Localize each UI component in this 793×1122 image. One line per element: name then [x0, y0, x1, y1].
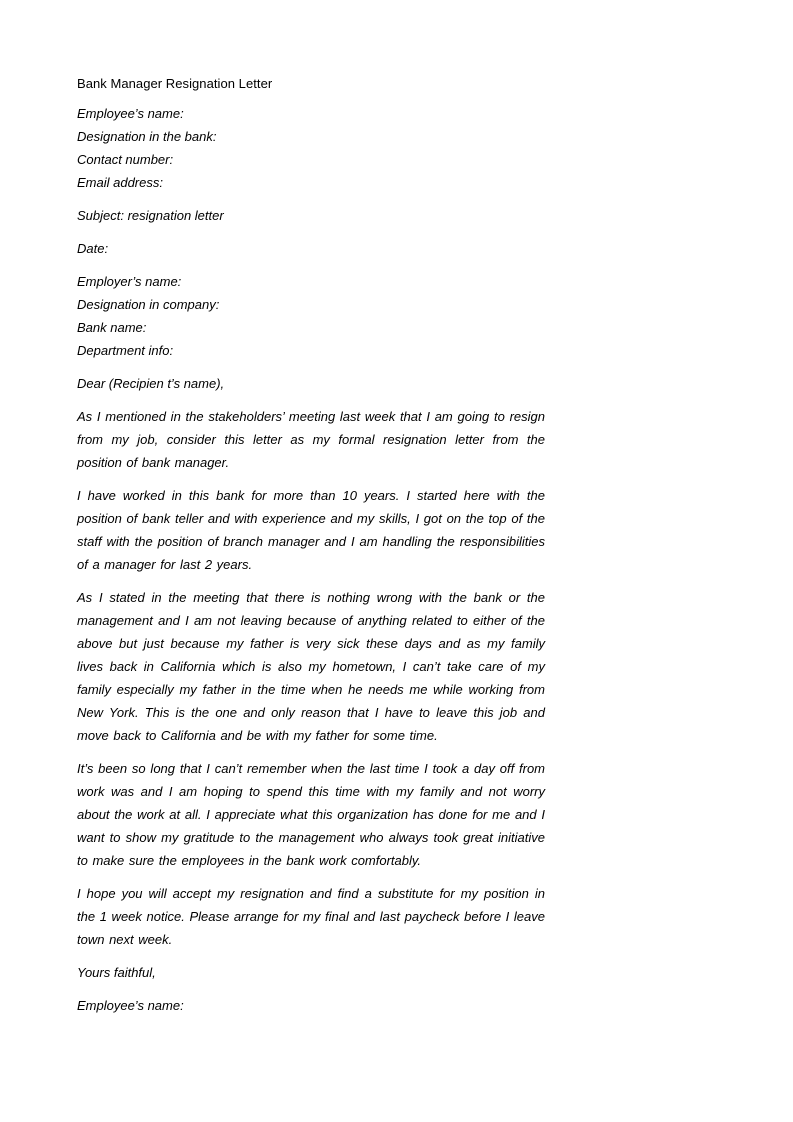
sender-employee-name-field: Employee’s name: [77, 106, 184, 121]
body-paragraph-2: I have worked in this bank for more than 10 years. I started here with the position of bank teller and with experience and my skills, I got on the top of the staff with the position of branch manager and I am handling the responsibilities of a manager for last 2 years. [77, 488, 545, 572]
salutation: Dear (Recipien t’s name), [77, 376, 225, 391]
body-paragraph-4: It’s been so long that I can’t remember when the last time I took a day off from work was and I am hoping to spend this time with my family and not worry about the work at all. I appreciate what this organization has done for me and I want to show my gratitude to the management who always took great initiative to make sure the employees in the bank work comfortably. [77, 761, 545, 868]
sender-email-field: Email address: [77, 175, 163, 190]
document-title: Bank Manager Resignation Letter [77, 76, 273, 91]
body-paragraph-1: As I mentioned in the stakeholders’ meeting last week that I am going to resign from my job, consider this letter as my formal resignation letter from the position of bank manager. [77, 409, 545, 470]
subject-block [77, 204, 545, 227]
signature-name-field: Employee’s name: [77, 998, 184, 1013]
date-block [77, 237, 545, 260]
body-paragraph-3: As I stated in the meeting that there is nothing wrong with the bank or the management and I am not leaving because of anything related to either of the above but just because my father is very sick these days and as my family lives back in California which is also my hometown, I can’t take care of my family especially my father in the time when he needs me while working from New York. This is the one and only reason that I have to leave this job and move back to California and be with my father for some time. [77, 590, 545, 743]
closing-block [77, 961, 545, 984]
recipient-designation-field: Designation in company: [77, 297, 220, 312]
salutation-block [77, 372, 545, 395]
recipient-employer-name-field: Employer’s name: [77, 274, 182, 289]
date-line: Date: [77, 241, 109, 256]
sender-details [77, 102, 545, 194]
body-paragraph-5: I hope you will accept my resignation and find a substitute for my position in the 1 week notice. Please arrange for my final and last paycheck before I leave town next week. [77, 886, 545, 947]
sender-contact-field: Contact number: [77, 152, 174, 167]
letter-page [77, 74, 545, 1027]
recipient-bank-name-field: Bank name: [77, 320, 147, 335]
recipient-details [77, 270, 545, 362]
sender-designation-field: Designation in the bank: [77, 129, 217, 144]
closing: Yours faithful, [77, 965, 156, 980]
signature-block [77, 994, 545, 1017]
recipient-department-field: Department info: [77, 343, 174, 358]
subject-line: Subject: resignation letter [77, 208, 224, 223]
